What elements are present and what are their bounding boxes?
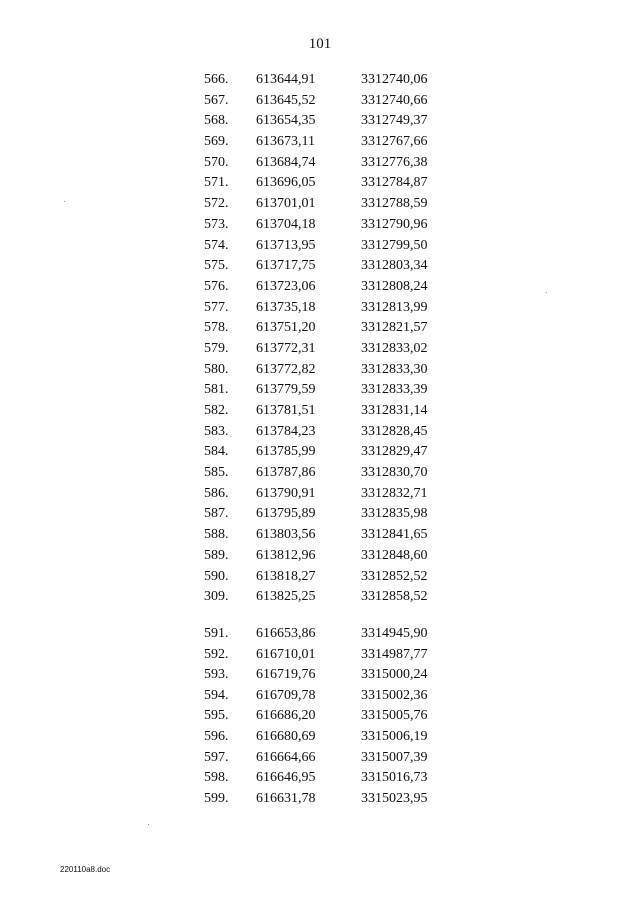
x-coordinate: 613825,25 xyxy=(256,589,316,605)
point-number: 590. xyxy=(204,568,229,584)
x-coordinate: 616709,78 xyxy=(256,687,316,703)
x-coordinate: 613781,51 xyxy=(256,403,316,418)
x-coordinate: 613772,82 xyxy=(256,361,316,377)
point-number: 582. xyxy=(204,403,229,418)
x-coordinate: 613723,06 xyxy=(256,278,316,294)
y-coordinate: 3312813,99 xyxy=(361,299,428,315)
x-coordinate: 613644,91 xyxy=(256,72,316,87)
scan-speck xyxy=(546,292,547,293)
x-coordinate: 613784,23 xyxy=(256,423,316,439)
y-coordinate: 3314987,77 xyxy=(361,646,428,662)
y-coordinate: 3312788,59 xyxy=(361,196,428,212)
x-coordinate: 616686,20 xyxy=(256,708,316,724)
point-number: 599. xyxy=(204,790,229,806)
point-number: 568. xyxy=(204,113,229,129)
x-coordinate: 616664,66 xyxy=(256,749,316,765)
point-number: 566. xyxy=(204,72,229,87)
y-coordinate: 3312784,87 xyxy=(361,175,428,191)
point-number: 596. xyxy=(204,728,229,744)
y-coordinate: 3315005,76 xyxy=(361,708,428,724)
y-coordinate: 3312740,66 xyxy=(361,92,428,108)
y-coordinate: 3312821,57 xyxy=(361,320,428,336)
point-number: 598. xyxy=(204,770,229,786)
y-coordinate: 3312830,70 xyxy=(361,465,428,481)
coordinate-row xyxy=(0,320,640,341)
page-number: 101 xyxy=(308,36,332,52)
y-coordinate: 3315016,73 xyxy=(361,770,428,786)
y-coordinate: 3312841,65 xyxy=(361,527,428,543)
coordinate-row xyxy=(0,465,640,486)
coordinate-row xyxy=(0,93,640,114)
point-number: 569. xyxy=(204,134,229,150)
y-coordinate: 3315023,95 xyxy=(361,790,428,806)
coordinate-row xyxy=(0,300,640,321)
y-coordinate: 3315006,19 xyxy=(361,728,428,744)
x-coordinate: 613645,52 xyxy=(256,92,316,108)
point-number: 594. xyxy=(204,687,229,703)
x-coordinate: 613684,74 xyxy=(256,154,316,170)
coordinate-row xyxy=(0,113,640,134)
point-number: 597. xyxy=(204,749,229,765)
coordinate-row xyxy=(0,424,640,445)
coordinate-row xyxy=(0,589,640,610)
x-coordinate: 613790,91 xyxy=(256,485,316,501)
coordinate-row xyxy=(0,134,640,155)
coordinate-row xyxy=(0,279,640,300)
coordinate-row xyxy=(0,444,640,465)
coordinate-row xyxy=(0,506,640,527)
coordinate-row xyxy=(0,569,640,590)
y-coordinate: 3312833,30 xyxy=(361,361,428,377)
coordinate-row xyxy=(0,750,640,771)
point-number: 576. xyxy=(204,278,229,294)
y-coordinate: 3312790,96 xyxy=(361,216,428,232)
x-coordinate: 616680,69 xyxy=(256,728,316,744)
coordinate-row xyxy=(0,486,640,507)
point-number: 571. xyxy=(204,175,229,191)
coordinate-row xyxy=(0,382,640,403)
point-number: 579. xyxy=(204,340,229,356)
coordinate-row xyxy=(0,217,640,238)
point-number: 577. xyxy=(204,299,229,315)
coordinate-row xyxy=(0,548,640,569)
point-number: 309. xyxy=(204,589,229,605)
coordinate-row xyxy=(0,238,640,259)
x-coordinate: 613803,56 xyxy=(256,527,316,543)
scan-speck xyxy=(148,824,149,825)
coordinate-row xyxy=(0,362,640,383)
coordinate-row xyxy=(0,647,640,668)
coordinate-row xyxy=(0,708,640,729)
y-coordinate: 3312828,45 xyxy=(361,423,428,439)
x-coordinate: 616719,76 xyxy=(256,667,316,683)
y-coordinate: 3312833,39 xyxy=(361,382,428,398)
y-coordinate: 3312848,60 xyxy=(361,547,428,563)
x-coordinate: 613713,95 xyxy=(256,237,316,253)
y-coordinate: 3312852,52 xyxy=(361,568,428,584)
coordinate-row xyxy=(0,770,640,791)
x-coordinate: 616710,01 xyxy=(256,646,316,662)
y-coordinate: 3312776,38 xyxy=(361,154,428,170)
point-number: 580. xyxy=(204,361,229,377)
coordinate-row xyxy=(0,729,640,750)
coordinate-row xyxy=(0,155,640,176)
y-coordinate: 3315007,39 xyxy=(361,749,428,765)
coordinate-row xyxy=(0,196,640,217)
x-coordinate: 613735,18 xyxy=(256,299,316,315)
scan-speck xyxy=(64,201,65,202)
coordinate-row xyxy=(0,626,640,647)
y-coordinate: 3312858,52 xyxy=(361,589,428,605)
coordinate-list-1 xyxy=(0,72,640,610)
coordinate-row xyxy=(0,341,640,362)
x-coordinate: 613795,89 xyxy=(256,506,316,522)
x-coordinate: 613673,11 xyxy=(256,134,315,150)
point-number: 592. xyxy=(204,646,229,662)
x-coordinate: 613812,96 xyxy=(256,547,316,563)
coordinate-row xyxy=(0,175,640,196)
footer-filename: 220110a8.doc xyxy=(60,865,111,874)
point-number: 578. xyxy=(204,320,229,336)
y-coordinate: 3314945,90 xyxy=(361,626,428,641)
point-number: 584. xyxy=(204,444,229,460)
point-number: 591. xyxy=(204,626,229,641)
x-coordinate: 613818,27 xyxy=(256,568,316,584)
coordinate-row xyxy=(0,527,640,548)
y-coordinate: 3312799,50 xyxy=(361,237,428,253)
x-coordinate: 613779,59 xyxy=(256,382,316,398)
x-coordinate: 613751,20 xyxy=(256,320,316,336)
y-coordinate: 3312803,34 xyxy=(361,258,428,274)
point-number: 587. xyxy=(204,506,229,522)
coordinate-row xyxy=(0,791,640,812)
point-number: 570. xyxy=(204,154,229,170)
coordinate-row xyxy=(0,72,640,93)
x-coordinate: 616646,95 xyxy=(256,770,316,786)
point-number: 588. xyxy=(204,527,229,543)
x-coordinate: 613785,99 xyxy=(256,444,316,460)
point-number: 573. xyxy=(204,216,229,232)
x-coordinate: 613696,05 xyxy=(256,175,316,191)
point-number: 572. xyxy=(204,196,229,212)
x-coordinate: 613701,01 xyxy=(256,196,316,212)
point-number: 567. xyxy=(204,92,229,108)
y-coordinate: 3312767,66 xyxy=(361,134,428,150)
y-coordinate: 3312808,24 xyxy=(361,278,428,294)
y-coordinate: 3312835,98 xyxy=(361,506,428,522)
coordinate-row xyxy=(0,667,640,688)
y-coordinate: 3312749,37 xyxy=(361,113,428,129)
coordinate-row xyxy=(0,403,640,424)
y-coordinate: 3312740,06 xyxy=(361,72,428,87)
y-coordinate: 3312833,02 xyxy=(361,340,428,356)
point-number: 586. xyxy=(204,485,229,501)
x-coordinate: 616631,78 xyxy=(256,790,316,806)
point-number: 574. xyxy=(204,237,229,253)
y-coordinate: 3312832,71 xyxy=(361,485,428,501)
y-coordinate: 3315002,36 xyxy=(361,687,428,703)
point-number: 595. xyxy=(204,708,229,724)
point-number: 581. xyxy=(204,382,229,398)
y-coordinate: 3315000,24 xyxy=(361,667,428,683)
point-number: 589. xyxy=(204,547,229,563)
point-number: 575. xyxy=(204,258,229,274)
point-number: 585. xyxy=(204,465,229,481)
point-number: 593. xyxy=(204,667,229,683)
point-number: 583. xyxy=(204,423,229,439)
x-coordinate: 613654,35 xyxy=(256,113,316,129)
y-coordinate: 3312831,14 xyxy=(361,403,428,418)
x-coordinate: 613717,75 xyxy=(256,258,316,274)
x-coordinate: 613704,18 xyxy=(256,216,316,232)
x-coordinate: 616653,86 xyxy=(256,626,316,641)
coordinate-row xyxy=(0,258,640,279)
y-coordinate: 3312829,47 xyxy=(361,444,428,460)
x-coordinate: 613787,86 xyxy=(256,465,316,481)
coordinate-row xyxy=(0,688,640,709)
x-coordinate: 613772,31 xyxy=(256,340,316,356)
coordinate-list-2 xyxy=(0,626,640,811)
